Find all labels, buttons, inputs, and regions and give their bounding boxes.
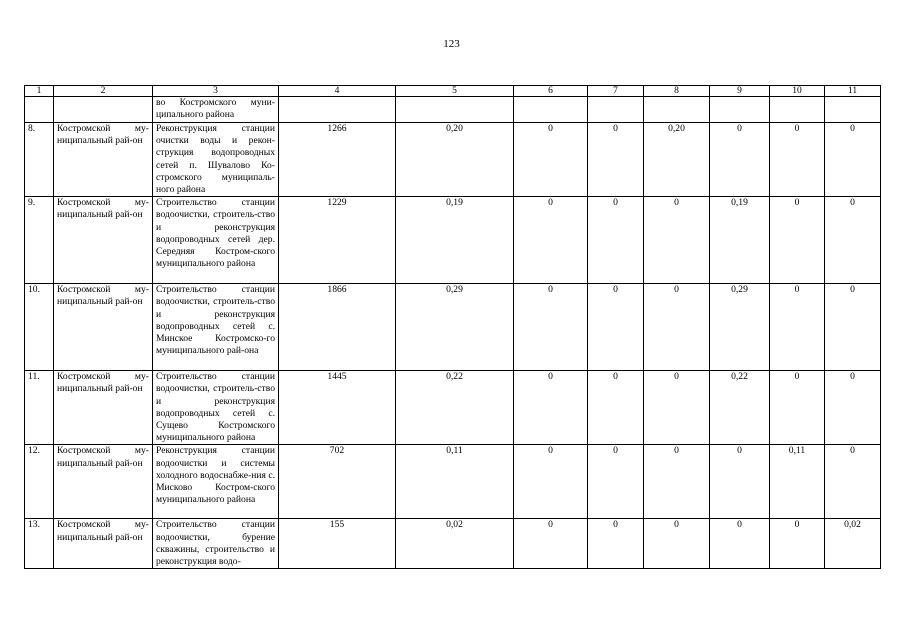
value-cell: 0 (644, 197, 710, 284)
object-cell: Строительство станции водоочистки, бурение скважины, строительство и реконструкция водо- (153, 519, 279, 569)
value-cell: 0 (825, 445, 881, 519)
table-row (25, 123, 881, 197)
district-cell: Костромской му-ниципальный рай-он (54, 445, 153, 519)
row-number-cell: 8. (25, 123, 54, 197)
value-cell: 0 (710, 445, 770, 519)
value-cell: 0,20 (396, 123, 514, 197)
value-cell (396, 97, 514, 123)
district-cell: Костромской му-ниципальный рай-он (54, 284, 153, 371)
value-cell: 1866 (279, 284, 396, 371)
object-cell: Строительство станции водоочистки, строитель-ство и реконструкция водопроводных сетей дер. Середняя Костром-ского муниципального района (153, 197, 279, 284)
value-cell: 1229 (279, 197, 396, 284)
value-cell: 0 (588, 197, 644, 284)
value-cell: 0 (514, 519, 588, 569)
object-cell: во Костромского муни-ципального района (153, 97, 279, 123)
district-cell (54, 97, 153, 123)
value-cell: 0,29 (710, 284, 770, 371)
value-cell: 0,02 (396, 519, 514, 569)
column-header: 6 (514, 86, 588, 97)
value-cell: 0 (770, 123, 825, 197)
value-cell: 0 (770, 519, 825, 569)
column-header: 8 (644, 86, 710, 97)
value-cell: 1266 (279, 123, 396, 197)
value-cell: 0,22 (710, 371, 770, 445)
object-cell: Строительство станции водоочистки, строитель-ство и реконструкция водопроводных сетей с. Сущево Костромского муниципального района (153, 371, 279, 445)
value-cell: 0 (825, 371, 881, 445)
value-cell: 0 (770, 197, 825, 284)
value-cell: 0 (588, 371, 644, 445)
value-cell: 0 (710, 519, 770, 569)
value-cell: 0 (514, 284, 588, 371)
header-row (25, 86, 881, 97)
row-number-cell: 12. (25, 445, 54, 519)
row-number-cell (25, 97, 54, 123)
column-header: 3 (153, 86, 279, 97)
value-cell: 0,29 (396, 284, 514, 371)
column-header: 4 (279, 86, 396, 97)
column-header: 11 (825, 86, 881, 97)
value-cell: 0,19 (710, 197, 770, 284)
value-cell: 0 (825, 197, 881, 284)
value-cell: 0 (710, 123, 770, 197)
value-cell (770, 97, 825, 123)
value-cell: 0 (644, 445, 710, 519)
district-cell: Костромской му-ниципальный рай-он (54, 123, 153, 197)
value-cell: 702 (279, 445, 396, 519)
column-header: 10 (770, 86, 825, 97)
table-row-continuation (25, 97, 881, 123)
table-row (25, 197, 881, 284)
row-number-cell: 9. (25, 197, 54, 284)
value-cell: 155 (279, 519, 396, 569)
value-cell: 0 (644, 519, 710, 569)
value-cell: 0 (588, 123, 644, 197)
value-cell (710, 97, 770, 123)
value-cell: 0,11 (396, 445, 514, 519)
value-cell: 0 (514, 445, 588, 519)
column-header: 5 (396, 86, 514, 97)
row-number-cell: 10. (25, 284, 54, 371)
value-cell: 0 (770, 371, 825, 445)
value-cell: 0,22 (396, 371, 514, 445)
value-cell: 0 (514, 371, 588, 445)
value-cell (825, 97, 881, 123)
value-cell: 0 (588, 445, 644, 519)
district-cell: Костромской му-ниципальный рай-он (54, 371, 153, 445)
value-cell (279, 97, 396, 123)
column-header: 9 (710, 86, 770, 97)
table-row (25, 371, 881, 445)
value-cell (588, 97, 644, 123)
value-cell: 1445 (279, 371, 396, 445)
value-cell: 0,11 (770, 445, 825, 519)
value-cell (644, 97, 710, 123)
value-cell: 0 (825, 284, 881, 371)
page-number: 123 (443, 38, 460, 50)
value-cell: 0 (644, 371, 710, 445)
column-header: 2 (54, 86, 153, 97)
value-cell: 0,02 (825, 519, 881, 569)
value-cell: 0 (770, 284, 825, 371)
value-cell: 0 (514, 123, 588, 197)
table-row (25, 445, 881, 519)
table-row (25, 519, 881, 569)
value-cell: 0 (825, 123, 881, 197)
value-cell: 0 (644, 284, 710, 371)
value-cell (514, 97, 588, 123)
value-cell: 0,19 (396, 197, 514, 284)
column-header: 7 (588, 86, 644, 97)
district-cell: Костромской му-ниципальный рай-он (54, 519, 153, 569)
object-cell: Реконструкция станции очистки воды и рекон-струкция водопроводных сетей п. Шувалово Ко-стромского муниципаль-ного района (153, 123, 279, 197)
district-cell: Костромской му-ниципальный рай-он (54, 197, 153, 284)
column-header: 1 (25, 86, 54, 97)
value-cell: 0 (588, 284, 644, 371)
object-cell: Реконструкция станции водоочистки и системы холодного водоснабже-ния с. Мисково Костром-ского муниципального района (153, 445, 279, 519)
table-row (25, 284, 881, 371)
row-number-cell: 11. (25, 371, 54, 445)
object-cell: Строительство станции водоочистки, строитель-ство и реконструкция водопроводных сетей с. Минское Костромско-го муниципального рай-она (153, 284, 279, 371)
value-cell: 0,20 (644, 123, 710, 197)
value-cell: 0 (514, 197, 588, 284)
value-cell: 0 (588, 519, 644, 569)
row-number-cell: 13. (25, 519, 54, 569)
data-table (24, 85, 881, 569)
